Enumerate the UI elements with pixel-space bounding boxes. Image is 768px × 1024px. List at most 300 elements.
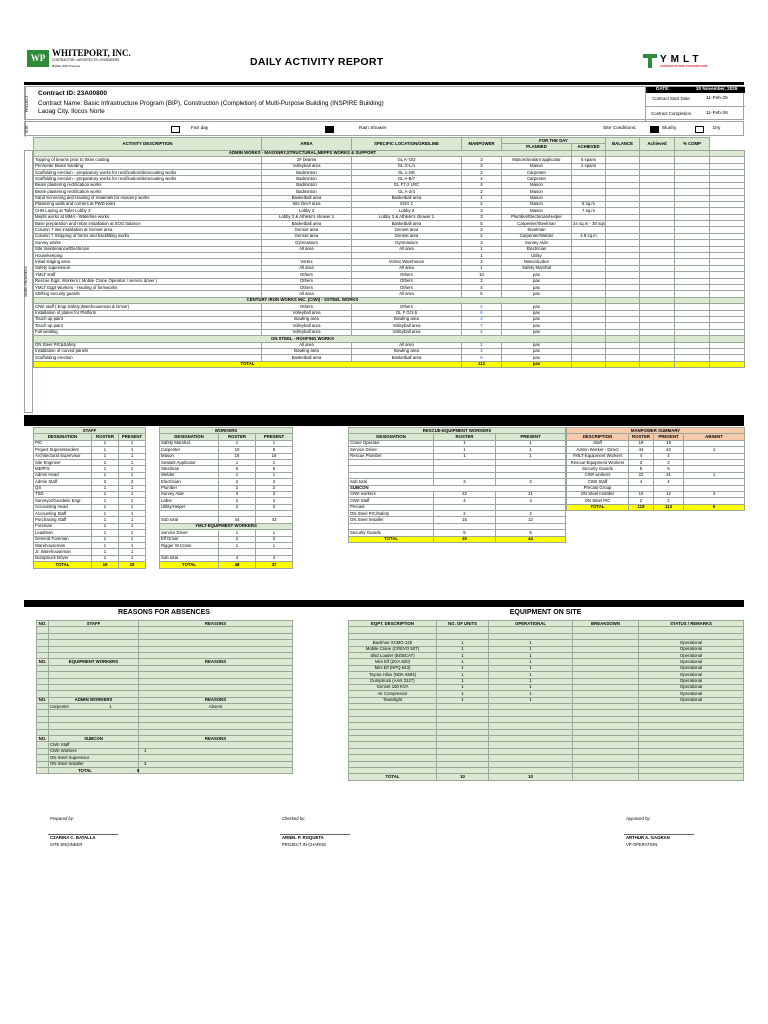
- activity-area: Gymnasium: [262, 240, 352, 246]
- activity-location: Vortex Warehouse: [352, 259, 462, 265]
- roster-cell: 6: [219, 466, 256, 472]
- present-cell: 1: [496, 447, 566, 453]
- roster-cell: 2: [92, 479, 119, 485]
- designation-cell: ON Steel Installer: [349, 517, 434, 523]
- equipment-description: Dumptruck (AAN 3127): [349, 678, 437, 684]
- absence-category-header: ADMIN WORKERS: [49, 697, 139, 703]
- activity-description: Scaffolding erection - preparatory works for rectification/skimcoating works: [34, 169, 262, 175]
- summary-cell: 2: [629, 498, 654, 504]
- designation-cell: Sub total: [160, 517, 219, 523]
- equipment-operational: 1: [489, 652, 573, 658]
- activity-manpower-count: 6: [462, 355, 502, 361]
- activity-description: Touch up paint: [34, 323, 262, 329]
- absence-no-header: NO.: [37, 697, 49, 703]
- contract-start-value: 11-Feb-25: [706, 96, 728, 102]
- subcon-absent-count: 3: [144, 761, 147, 767]
- activity-manpower-count: 2: [462, 329, 502, 335]
- designation-cell: Service Driver: [349, 447, 434, 453]
- activity-manpower-type: pax: [502, 291, 572, 297]
- approved-by-label: Approved by:: [626, 816, 651, 821]
- activity-area: Others: [262, 272, 352, 278]
- activity-description: ON Steel PIC&Safety: [34, 342, 262, 348]
- present-cell: 16: [256, 453, 293, 459]
- activity-manpower-count: 2: [462, 278, 502, 284]
- absence-category-header: EQUIPMENT WORKERS: [49, 659, 139, 665]
- present-cell: 2: [256, 536, 293, 542]
- summary-total-row: [567, 504, 745, 510]
- roster-cell: 1: [92, 543, 119, 549]
- present-cell: 1: [119, 543, 146, 549]
- activity-manpower-type: Carpenter/Welder: [502, 233, 572, 239]
- absence-subcon-cell: [49, 761, 147, 767]
- work-header-cell: ACTIVITY DESCRIPTION: [34, 138, 262, 151]
- work-section-title: ON STEEL - ROOFING WORKS: [34, 336, 572, 342]
- equipment-status: Operational: [639, 659, 744, 665]
- activity-description: Survey works: [34, 240, 262, 246]
- activity-description: Installation of curved panels: [34, 348, 262, 354]
- activity-manpower-count: 2: [462, 233, 502, 239]
- roster-cell: 1: [92, 466, 119, 472]
- activity-manpower-type: Plumber/Electrician/Helper: [502, 214, 572, 220]
- equipment-units: 1: [437, 640, 489, 646]
- date-row: DATE: 20 November, 2025: [646, 87, 745, 93]
- equipment-description: Genset 150 KVA: [349, 684, 437, 690]
- summary-cell: 3: [654, 459, 684, 465]
- activity-planned: 8 sq.m: [572, 201, 606, 207]
- work-header-cell: SPECIFIC LOCATION/GRIDLINE: [352, 138, 462, 151]
- summary-cell: Precast Group: [567, 485, 629, 491]
- whiteport-subtitle: CONTRACTOR • ARCHITECTS • ENGINEERS: [52, 58, 120, 62]
- activity-area: Site Dev't area: [262, 201, 352, 207]
- work-header-cell: BALANCE: [606, 138, 640, 151]
- summary-total-cell: 113: [654, 504, 684, 510]
- table-cell: [136, 767, 293, 773]
- slushy-label: Slushy: [662, 126, 677, 131]
- absence-category-header: STAFF: [49, 621, 139, 627]
- activity-area: Genset area: [262, 233, 352, 239]
- designation-cell: Survey Aide: [160, 491, 219, 497]
- activity-manpower-type: Carpenter: [502, 176, 572, 182]
- ymlt-name: YMLT: [660, 53, 703, 65]
- summary-cell: 3: [684, 491, 745, 497]
- project-location: Laoag City, Ilocos Norte: [38, 108, 105, 115]
- designation-header: DESIGNATION: [34, 434, 92, 440]
- equipment-table: [348, 620, 744, 781]
- checked-by-label: Checked by:: [282, 816, 306, 821]
- roster-cell: 5: [434, 530, 496, 536]
- activity-description: Rescue Eqpt. Workers ( Mobile Crane Operator / service driver ): [34, 278, 262, 284]
- equipment-description: Towerlight: [349, 697, 437, 703]
- manpower-subheader: SUBCON: [349, 485, 566, 491]
- activity-location: Genset area: [352, 227, 462, 233]
- present-cell: 43: [256, 517, 293, 523]
- summary-cell: ON Steel Installer: [567, 491, 629, 497]
- equipment-description: Air Compressor: [349, 691, 437, 697]
- activity-manpower-type: Mason/Sealant applicator: [502, 157, 572, 163]
- activity-planned: 2 spans: [572, 163, 606, 169]
- activity-area: All area: [262, 291, 352, 297]
- present-cell: 1: [256, 459, 293, 465]
- absence-no-header: NO.: [37, 659, 49, 665]
- equipment-header-cell: BREAKDOWN: [573, 621, 639, 627]
- activity-location: Genset area: [352, 233, 462, 239]
- equipment-total-row: [349, 774, 744, 780]
- equipment-total-label: TOTAL: [349, 774, 437, 780]
- designation-cell: Welder: [160, 472, 219, 478]
- summary-cell: CIWI workers: [567, 472, 629, 478]
- subcon-designation: ON Steel Installer: [50, 761, 84, 767]
- roster-cell: 15: [434, 517, 496, 523]
- present-cell: 2: [119, 479, 146, 485]
- designation-cell: Accounting Head: [34, 504, 92, 510]
- designation-cell: Security Guards: [349, 530, 434, 536]
- roster-cell: 2: [434, 511, 496, 517]
- roster-cell: 1: [92, 485, 119, 491]
- absences-title: REASONS FOR ABSENCES: [118, 609, 210, 616]
- absences-table: [36, 620, 293, 774]
- present-cell: 1: [119, 530, 146, 536]
- present-cell: 4: [496, 498, 566, 504]
- contract-id: Contract ID: 23A00800: [38, 90, 107, 97]
- activity-location: SOG 1: [352, 201, 462, 207]
- summary-cell: 12: [654, 491, 684, 497]
- designation-cell: Admin Head: [34, 472, 92, 478]
- activity-manpower-count: 1: [462, 195, 502, 201]
- roster-cell: 1: [92, 440, 119, 446]
- activity-planned: 5 spans: [572, 157, 606, 163]
- designation-cell: Elf Driver: [160, 536, 219, 542]
- activity-manpower-type: Mason: [502, 189, 572, 195]
- summary-cell: 4: [654, 453, 684, 459]
- absence-category-header: SUBCON: [49, 736, 139, 742]
- slushy-checkbox[interactable]: [650, 126, 659, 133]
- present-cell: 1: [119, 453, 146, 459]
- activity-description: Scaffolding erection: [34, 355, 262, 361]
- absence-total-value: 5: [136, 767, 140, 773]
- whiteport-logo: [27, 49, 131, 68]
- table-cell: [639, 774, 744, 780]
- present-cell: 1: [119, 504, 146, 510]
- summary-cell: 5: [629, 466, 654, 472]
- present-cell: 1: [119, 491, 146, 497]
- roster-cell: 1: [434, 447, 496, 453]
- equipment-operational: 1: [489, 665, 573, 671]
- designation-header: DESIGNATION: [349, 434, 434, 440]
- rain-shower-checkbox[interactable]: [325, 126, 334, 133]
- present-cell: 5: [496, 530, 566, 536]
- dry-checkbox[interactable]: [695, 126, 704, 133]
- activity-manpower-count: 1: [462, 246, 502, 252]
- activity-description: Column 7 ties installation at Genset area: [34, 227, 262, 233]
- activity-manpower-type: Mason: [502, 163, 572, 169]
- roster-cell: 1: [92, 472, 119, 478]
- table-cell: [37, 767, 49, 773]
- present-cell: 1: [119, 498, 146, 504]
- summary-cell: 4: [629, 479, 654, 485]
- absence-reasons-header: REASONS: [139, 697, 293, 703]
- work-progress-table: [33, 137, 745, 368]
- activity-manpower-count: 5: [462, 291, 502, 297]
- equipment-total-operational: 10: [489, 774, 573, 780]
- summary-header-cell: ROSTER: [629, 434, 654, 440]
- work-total-label: TOTAL: [34, 361, 462, 367]
- mid-divider-2: [24, 600, 744, 607]
- present-cell: 1: [119, 447, 146, 453]
- absence-total-row: [37, 767, 293, 773]
- work-header-cell: MANPOWER: [462, 138, 502, 151]
- planned-header: PLANNED: [502, 144, 572, 150]
- equipment-units: 1: [437, 672, 489, 678]
- prepared-by-name: CZARINA C. BATALLA: [50, 835, 96, 840]
- activity-location: Others: [352, 272, 462, 278]
- designation-cell: Service Driver: [160, 530, 219, 536]
- activity-description: Beam plastering rectification works: [34, 182, 262, 188]
- designation-cell: General Foreman: [34, 536, 92, 542]
- activity-area: Others: [262, 278, 352, 284]
- equipment-status: Operational: [639, 640, 744, 646]
- designation-cell: Leadman: [34, 530, 92, 536]
- absence-total-label: TOTAL: [78, 767, 92, 773]
- activity-manpower-count: 2: [462, 163, 502, 169]
- present-cell: 2: [496, 511, 566, 517]
- activity-description: Mepfs works at MMA - Waterline works: [34, 214, 262, 220]
- equipment-units: 1: [437, 697, 489, 703]
- roster-cell: 2: [219, 498, 256, 504]
- designation-cell: Rigger W.Crane: [160, 543, 219, 549]
- ymlt-logo: [643, 54, 707, 68]
- activity-manpower-count: 2: [462, 259, 502, 265]
- manpower-total-row: [349, 536, 566, 542]
- summary-cell: 19: [629, 440, 654, 446]
- activity-manpower-count: 4: [462, 176, 502, 182]
- equipment-units: 1: [437, 678, 489, 684]
- equipment-units: 1: [437, 652, 489, 658]
- equipment-description: Toyota Hilux (NDK 6594): [349, 672, 437, 678]
- present-header: PRESENT: [496, 434, 566, 440]
- activity-manpower-type: pax: [502, 342, 572, 348]
- designation-cell: Project Superintendent: [34, 447, 92, 453]
- ymlt-subtitle: CONSTRUCTION CORPORATION: [660, 63, 708, 68]
- checked-by-name: ARNEL P. ROQUETA: [282, 835, 324, 840]
- activity-area: 2F beams: [262, 157, 352, 163]
- activity-description: Installation of plates for Platform: [34, 310, 262, 316]
- activity-planned: 24 sq.m - 30 sqs: [573, 220, 605, 226]
- equipment-description: Skid Loader (BOBCAT): [349, 652, 437, 658]
- equipment-header-cell: STATUS / REMARKS: [639, 621, 744, 627]
- equipment-operational: 1: [489, 640, 573, 646]
- present-cell: 1: [119, 549, 146, 555]
- activity-description: Housekeeping: [34, 253, 262, 259]
- designation-cell: Sub total: [349, 479, 434, 485]
- roster-cell: 1: [219, 440, 256, 446]
- header-divider: [24, 82, 744, 85]
- summary-header-cell: DESCRIPTION: [567, 434, 629, 440]
- absent-reason: Absent: [139, 704, 293, 710]
- equipment-operational: 1: [489, 691, 573, 697]
- activity-manpower-count: 2: [462, 342, 502, 348]
- work-header-cell: AREA: [262, 138, 352, 151]
- activity-location: All area: [352, 265, 462, 271]
- report-date: 20 November, 2025: [696, 86, 738, 91]
- table-cell: [675, 361, 710, 367]
- activity-manpower-count: 7: [462, 323, 502, 329]
- roster-cell: 22: [434, 491, 496, 497]
- summary-cell: 1: [684, 447, 745, 453]
- roster-cell: 4: [434, 498, 496, 504]
- activity-manpower-type: Carpenter/Steelman: [502, 221, 572, 227]
- present-cell: 1: [119, 485, 146, 491]
- manpower-summary-table: [566, 427, 745, 511]
- work-total-value: 112: [462, 361, 502, 367]
- activity-area: Genset area: [262, 227, 352, 233]
- summary-cell: ON Steel PIC: [567, 498, 629, 504]
- work-header-cell: Achieved: [640, 138, 675, 151]
- summary-cell: 1: [684, 472, 745, 478]
- activity-description: Beam plastering rectification works: [34, 189, 262, 195]
- designation-cell: Architectural Supervisor: [34, 453, 92, 459]
- table-cell: [710, 361, 745, 367]
- equipment-status: Operational: [639, 678, 744, 684]
- activity-manpower-type: Mason: [502, 195, 572, 201]
- summary-cell: 4: [629, 453, 654, 459]
- approved-by-name: ARTHUR A. GAGRAN: [626, 835, 670, 840]
- activity-description: YMLT staff: [34, 272, 262, 278]
- present-cell: 1: [119, 511, 146, 517]
- designation-cell: Sealant Applicator: [160, 459, 219, 465]
- activity-area: Bowling area: [262, 316, 352, 322]
- total-roster: 48: [219, 562, 256, 568]
- activity-manpower-type: pax: [502, 310, 572, 316]
- absence-reasons-header: REASONS: [139, 736, 293, 742]
- summary-cell: Security Guards: [567, 466, 629, 472]
- activity-manpower-count: 4: [462, 316, 502, 322]
- designation-cell: Carpenter: [160, 447, 219, 453]
- activity-location: GL G-L/1: [352, 163, 462, 169]
- equipment-header-cell: OPERATIONAL: [489, 621, 573, 627]
- present-cell: 2: [256, 485, 293, 491]
- activity-location: Bowling area: [352, 348, 462, 354]
- total-present: 44: [496, 536, 566, 542]
- absence-reasons-header: REASONS: [139, 621, 293, 627]
- manpower-table-title: WORKERS: [160, 428, 293, 434]
- designation-cell: Rescue Plumber: [349, 453, 434, 459]
- designation-cell: Electrician: [160, 479, 219, 485]
- activity-area: Volleyball area: [262, 329, 352, 335]
- summary-cell: 19: [654, 440, 684, 446]
- activity-area: Others: [262, 304, 352, 310]
- activity-description: Scaffolding erection - preparatory works for rectification/skimcoating works: [34, 176, 262, 182]
- present-cell: 2: [256, 498, 293, 504]
- roster-cell: 1: [92, 491, 119, 497]
- equipment-operational: 1: [489, 672, 573, 678]
- fair-day-checkbox[interactable]: [171, 126, 180, 133]
- present-cell: 9: [256, 447, 293, 453]
- activity-manpower-type: Safety Marshal: [502, 265, 572, 271]
- for-the-day-header: FOR THE DAY: [502, 138, 606, 144]
- achieved-header: ACHIEVED: [572, 144, 606, 150]
- activity-description: Full welding: [34, 329, 262, 335]
- activity-manpower-type: Survey Aide: [502, 240, 572, 246]
- activity-description: Safety supervision: [34, 265, 262, 271]
- activity-area: All area: [262, 265, 352, 271]
- roster-cell: 1: [92, 517, 119, 523]
- workers-table: [159, 427, 293, 569]
- roster-cell: 1: [92, 536, 119, 542]
- site-conditions-row: [24, 121, 744, 136]
- rain-shower-label: Rain Shower: [359, 126, 387, 131]
- designation-header: DESIGNATION: [160, 434, 219, 440]
- activity-description: Sand Screening and Hauling of materials for masonry works: [34, 195, 262, 201]
- work-total-row: [34, 361, 745, 367]
- activity-manpower-type: Mason/Labor: [502, 259, 572, 265]
- activity-area: Others: [262, 284, 352, 290]
- activity-area: Basketball area: [262, 355, 352, 361]
- present-cell: 1: [119, 466, 146, 472]
- present-header: PRESENT: [256, 434, 293, 440]
- absent-count: 1: [109, 703, 112, 709]
- equipment-header-cell: NO. OF UNITS: [437, 621, 489, 627]
- activity-description: Touch up paint: [34, 316, 262, 322]
- summary-cell: CIWI Staff: [567, 479, 629, 485]
- total-roster: 40: [434, 536, 496, 542]
- activity-description: Shifting security guards: [34, 291, 262, 297]
- equipment-units: 1: [437, 691, 489, 697]
- activity-location: Basketball area: [352, 221, 462, 227]
- designation-cell: Utility/Helper: [160, 504, 219, 510]
- project-side-label: PROJECT: [25, 87, 34, 121]
- subcon-designation: ON Steel Supervisor: [50, 754, 90, 760]
- activity-manpower-type: pax: [502, 348, 572, 354]
- equipment-operational: 1: [489, 684, 573, 690]
- summary-cell: Rescue-Equipment Workers: [567, 459, 629, 465]
- activity-location: GL F7-2 LRC: [352, 182, 462, 188]
- equipment-status: Operational: [639, 691, 744, 697]
- present-cell: 1: [119, 472, 146, 478]
- summary-header-cell: PRESENT: [654, 434, 684, 440]
- manpower-table-title: RESCUE-EQUIPMENT WORKERS: [349, 428, 566, 434]
- designation-cell: Sub total: [160, 555, 219, 561]
- activity-location: Volleyball area: [352, 329, 462, 335]
- table-cell: [640, 361, 675, 367]
- present-cell: 1: [256, 530, 293, 536]
- equipment-operational: 1: [489, 678, 573, 684]
- project-block: [24, 86, 744, 120]
- designation-cell: Plumber: [160, 485, 219, 491]
- absent-designation-text: Carpenter: [50, 703, 70, 709]
- designation-cell: CIWI Staff: [349, 498, 434, 504]
- manpower-table-title: STAFF: [34, 428, 146, 434]
- equipment-title: EQUIPMENT ON SITE: [509, 609, 582, 616]
- present-cell: 2: [256, 504, 293, 510]
- activity-area: Lobby 3 & Athlete's shower 1: [262, 214, 352, 220]
- activity-manpower-count: 3: [462, 214, 502, 220]
- prepared-by-label: Prepared by:: [50, 816, 74, 821]
- activity-description: CIWI staff ( Engr.Safety,Warehouseman & Driver): [34, 304, 262, 310]
- total-label: TOTAL: [34, 562, 92, 568]
- activity-manpower-count: 3: [462, 240, 502, 246]
- activity-manpower-count: 4: [462, 348, 502, 354]
- roster-cell: 1: [92, 523, 119, 529]
- equipment-operational: 1: [489, 659, 573, 665]
- activity-manpower-count: 2: [462, 169, 502, 175]
- activity-manpower-count: 5: [462, 221, 502, 227]
- designation-cell: QS: [34, 485, 92, 491]
- activity-area: Badminton: [262, 189, 352, 195]
- mid-divider-1: [24, 415, 744, 426]
- present-cell: 1: [119, 459, 146, 465]
- activity-manpower-count: 3: [462, 208, 502, 214]
- site-side-label: SITE: [25, 122, 34, 137]
